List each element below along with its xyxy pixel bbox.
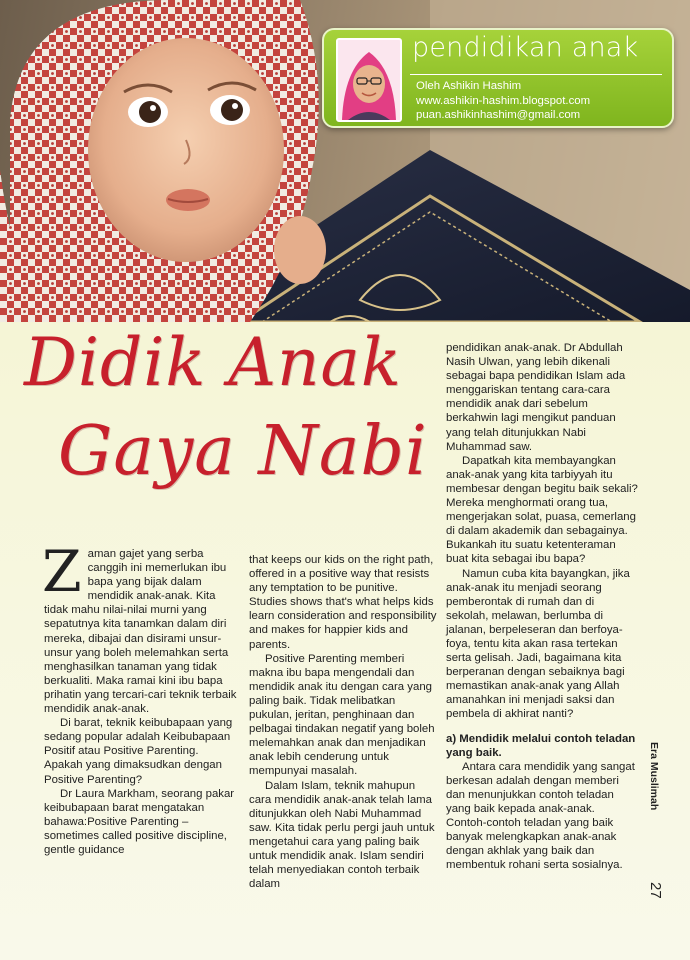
paragraph: aman gajet yang serba canggih ini memerlukan ibu bapa yang bijak dalam mendidik anak-anak. Kita tidak mahu nilai-nilai murni yang sepatutnya kita tanamkan dalam diri mereka, dibajai dan disirami unsur-unsur yang boleh melemahkan serta menghasilkan tanaman yang tidak berkualiti. Maka ramai kini ibu bapa prihatin yang tercari-cari teknik terbaik mendidik anak-anak. [44, 548, 237, 716]
article-column-3 [446, 341, 638, 872]
author-byline: Oleh Ashikin Hashim [416, 80, 522, 92]
paragraph: pendidikan anak-anak. Dr Abdullah Nasih Ulwan, yang lebih dikenali sebagai bapa pendidikan Islam ada menggariskan tentang cara-cara mendidik anak dari sebelum berkahwin lagi mengikut panduan yang telah ditunjukkan Nabi Muhammad saw. [446, 342, 626, 453]
paragraph: Dapatkah kita membayangkan anak-anak yang kita tarbiyyah itu membesar dengan begitu baik sekali? Mereka menghormati orang tua, mengerjakan solat, puasa, cemerlang di dalam akademik dan sebagainya. Bukankah itu suatu ketenteraman buat kita sebagai ibu bapa? [446, 454, 638, 566]
header-divider [410, 74, 662, 75]
article-column-1 [42, 539, 238, 857]
paragraph: Namun cuba kita bayangkan, jika anak-anak itu menjadi seorang pemberontak di rumah dan di sekolah, melawan, berlumba di jalanan, berpeleseran dan berfoya-foya, tentu kita akan rasa tertekan serta gelisah. Jadi, bagaimana kita berperanan dengan sebaiknya bagi memastikan anak-anak yang Allah amanahkan ini menjadi saksi dan pembela di akhirat nanti? [446, 567, 630, 721]
paragraph: that keeps our kids on the right path, offered in a positive way that resists any temptation to be punitive. Studies shows that's what helps kids learn consideration and responsibility and makes for happier kids and parents. [249, 554, 437, 651]
author-portrait [338, 40, 400, 120]
author-website: www.ashikin-hashim.blogspot.com [416, 95, 591, 107]
headline-line-1: Didik Anak [24, 324, 402, 401]
article-column-2 [249, 553, 437, 891]
author-photo [336, 38, 402, 122]
paragraph: Positive Parenting memberi makna ibu bapa mengendali dan mendidik anak itu dengan cara yang paling baik. Tidak melibatkan pukulan, jeritan, penghinaan dan pelbagai tindakan negatif yang boleh melemahkan anak dan menjadikan anak lebih cenderung untuk mempunyai masalah. [249, 652, 435, 778]
headline-line-2: Gaya Nabi [58, 412, 428, 491]
subheading: a) Mendidik melalui contoh teladan yang baik. [446, 732, 636, 759]
paragraph: Dr Laura Markham, seorang pakar keibubapaan barat mengatakan bahawa:Positive Parenting – sometimes called positive discipline, gentle guidance [44, 787, 235, 856]
section-header [322, 28, 674, 128]
section-title: pendidikan anak [412, 32, 639, 63]
paragraph: Antara cara mendidik yang sangat berkesan adalah dengan memberi dan menunjukkan contoh teladan yang baik kepada anak-anak. Contoh-contoh teladan yang baik banyak melengkapkan anak-anak dengan akhlak yang baik dan membentuk rohani serta sosialnya. [446, 760, 635, 872]
page-number: 27 [647, 882, 664, 899]
magazine-name: Era Muslimah [648, 742, 660, 811]
drop-cap: Z [42, 539, 82, 605]
paragraph: Di barat, teknik keibubapaan yang sedang popular adalah Keibubapaan Positif atau Positive Parenting. Apakah yang dimaksudkan dengan Positive Parenting? [44, 717, 233, 786]
author-email: puan.ashikinhashim@gmail.com [416, 109, 581, 121]
paragraph: Dalam Islam, teknik mahupun cara mendidik anak-anak telah lama ditunjukkan oleh Nabi Muhammad saw. Kita tidak perlu pergi jauh untuk mengetahui cara yang paling baik untuk mendidik anak. Islam sendiri telah menyediakan contoh terbaik dalam [249, 779, 435, 891]
